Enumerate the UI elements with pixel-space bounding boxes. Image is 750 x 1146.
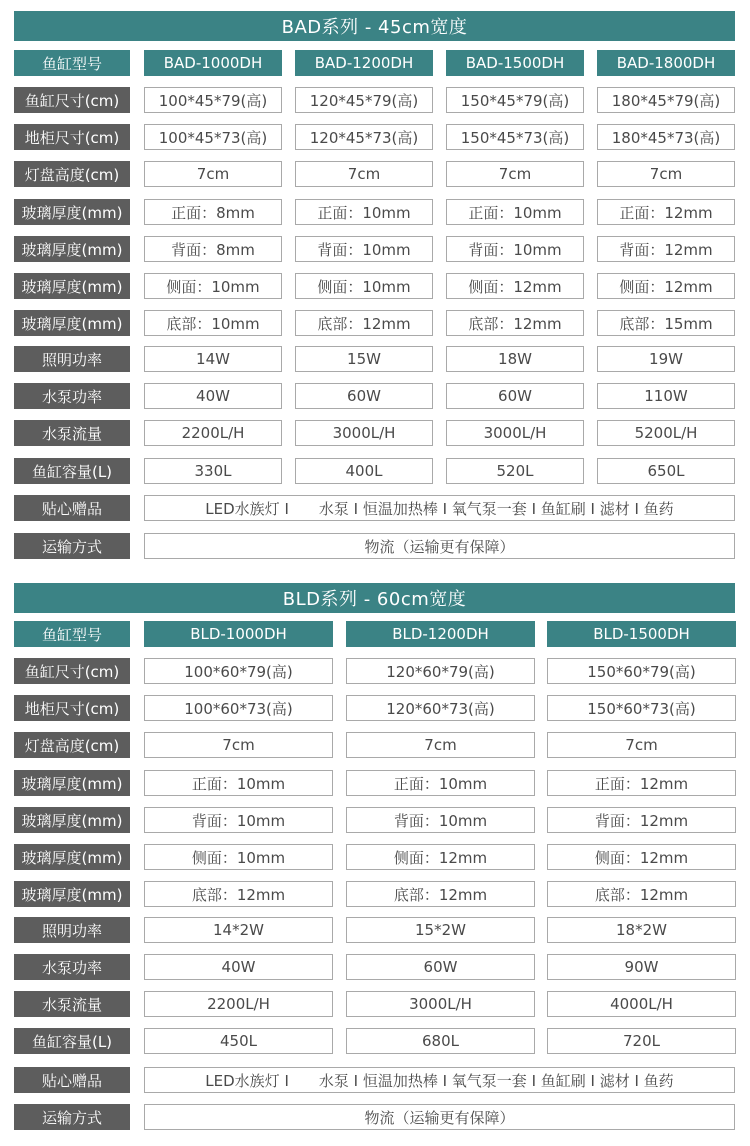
- table-cell: 60W: [446, 383, 584, 409]
- table-cell: 2200L/H: [144, 991, 333, 1017]
- table-cell: 7cm: [446, 161, 584, 187]
- table-row: [0, 199, 750, 225]
- row-label: 玻璃厚度(mm): [14, 236, 130, 262]
- row-label: 鱼缸容量(L): [14, 1028, 130, 1054]
- row-label: 运输方式: [14, 1104, 130, 1130]
- table-cell: 720L: [547, 1028, 736, 1054]
- table-cell: 120*60*79(高): [346, 658, 535, 684]
- table-cell: 680L: [346, 1028, 535, 1054]
- table-cell: 120*45*73(高): [295, 124, 433, 150]
- table-cell: 100*60*73(高): [144, 695, 333, 721]
- table-cell: 7cm: [295, 161, 433, 187]
- model-header: BLD-1500DH: [547, 621, 736, 647]
- model-header: BAD-1800DH: [597, 50, 735, 76]
- table-row: [0, 1028, 750, 1054]
- table-cell: 60W: [295, 383, 433, 409]
- table-cell: 90W: [547, 954, 736, 980]
- table-cell: 180*45*73(高): [597, 124, 735, 150]
- table-row: [0, 881, 750, 907]
- table-cell: 侧面：12mm: [547, 844, 736, 870]
- table-cell: 背面：8mm: [144, 236, 282, 262]
- table-row: [0, 124, 750, 150]
- table-cell: 7cm: [346, 732, 535, 758]
- table-cell: 14W: [144, 346, 282, 372]
- table-cell: 侧面：12mm: [346, 844, 535, 870]
- table-cell: 15W: [295, 346, 433, 372]
- table-cell: 150*60*73(高): [547, 695, 736, 721]
- table-cell: 背面：12mm: [597, 236, 735, 262]
- row-label: 鱼缸尺寸(cm): [14, 87, 130, 113]
- table-cell: 正面：10mm: [346, 770, 535, 796]
- table-cell: 7cm: [144, 161, 282, 187]
- table-cell: 100*45*73(高): [144, 124, 282, 150]
- row-label: 水泵流量: [14, 420, 130, 446]
- table-cell: 110W: [597, 383, 735, 409]
- table-cell: 3000L/H: [446, 420, 584, 446]
- table-cell: 330L: [144, 458, 282, 484]
- row-label: 水泵功率: [14, 383, 130, 409]
- table-row: [0, 807, 750, 833]
- table-cell: 400L: [295, 458, 433, 484]
- gifts-cell: LED水族灯 I 水泵 I 恒温加热棒 I 氧气泵一套 I 鱼缸刷 I 滤材 I 鱼药: [144, 1067, 735, 1093]
- table-row: [0, 420, 750, 446]
- table-row: [0, 458, 750, 484]
- table-row: [0, 695, 750, 721]
- table-cell: 侧面：10mm: [144, 273, 282, 299]
- table-cell: 60W: [346, 954, 535, 980]
- table-cell: 背面：10mm: [295, 236, 433, 262]
- row-label: 贴心赠品: [14, 1067, 130, 1093]
- table-cell: 150*45*79(高): [446, 87, 584, 113]
- model-header: BLD-1200DH: [346, 621, 535, 647]
- bad-model-row: [0, 50, 750, 76]
- table-cell: 侧面：12mm: [597, 273, 735, 299]
- table-row: [0, 954, 750, 980]
- shipping-row: [0, 533, 750, 559]
- table-cell: 正面：10mm: [295, 199, 433, 225]
- row-label: 玻璃厚度(mm): [14, 199, 130, 225]
- table-cell: 150*45*73(高): [446, 124, 584, 150]
- table-cell: 底部：15mm: [597, 310, 735, 336]
- table-row: [0, 991, 750, 1017]
- table-cell: 520L: [446, 458, 584, 484]
- table-cell: 4000L/H: [547, 991, 736, 1017]
- table-cell: 正面：10mm: [446, 199, 584, 225]
- table-cell: 7cm: [144, 732, 333, 758]
- table-cell: 150*60*79(高): [547, 658, 736, 684]
- model-header: BAD-1500DH: [446, 50, 584, 76]
- shipping-row: [0, 1104, 750, 1130]
- table-cell: 100*60*79(高): [144, 658, 333, 684]
- model-header: BAD-1000DH: [144, 50, 282, 76]
- gifts-row: [0, 1067, 750, 1093]
- table-cell: 120*60*73(高): [346, 695, 535, 721]
- table-cell: 19W: [597, 346, 735, 372]
- bld-model-row: [0, 621, 750, 647]
- model-header: BAD-1200DH: [295, 50, 433, 76]
- table-cell: 正面：8mm: [144, 199, 282, 225]
- row-label: 玻璃厚度(mm): [14, 844, 130, 870]
- row-label: 照明功率: [14, 917, 130, 943]
- bad-section-title: BAD系列 - 45cm宽度: [14, 11, 735, 41]
- row-label: 玻璃厚度(mm): [14, 881, 130, 907]
- table-row: [0, 658, 750, 684]
- table-cell: 正面：12mm: [597, 199, 735, 225]
- table-cell: 7cm: [597, 161, 735, 187]
- table-cell: 侧面：10mm: [144, 844, 333, 870]
- row-label: 贴心赠品: [14, 495, 130, 521]
- table-row: [0, 383, 750, 409]
- table-cell: 3000L/H: [295, 420, 433, 446]
- gifts-cell: LED水族灯 I 水泵 I 恒温加热棒 I 氧气泵一套 I 鱼缸刷 I 滤材 I 鱼药: [144, 495, 735, 521]
- table-row: [0, 346, 750, 372]
- row-label: 地柜尺寸(cm): [14, 124, 130, 150]
- table-cell: 40W: [144, 954, 333, 980]
- shipping-cell: 物流（运输更有保障）: [144, 533, 735, 559]
- row-label: 鱼缸尺寸(cm): [14, 658, 130, 684]
- table-row: [0, 236, 750, 262]
- row-label: 玻璃厚度(mm): [14, 807, 130, 833]
- bld-section-title: BLD系列 - 60cm宽度: [14, 583, 735, 613]
- table-row: [0, 770, 750, 796]
- table-cell: 背面：10mm: [144, 807, 333, 833]
- table-cell: 3000L/H: [346, 991, 535, 1017]
- table-row: [0, 273, 750, 299]
- row-label: 灯盘高度(cm): [14, 732, 130, 758]
- table-cell: 底部：12mm: [295, 310, 433, 336]
- table-cell: 侧面：12mm: [446, 273, 584, 299]
- table-row: [0, 732, 750, 758]
- gifts-row: [0, 495, 750, 521]
- table-cell: 7cm: [547, 732, 736, 758]
- row-label: 运输方式: [14, 533, 130, 559]
- table-row: [0, 87, 750, 113]
- table-cell: 18*2W: [547, 917, 736, 943]
- table-cell: 15*2W: [346, 917, 535, 943]
- table-cell: 底部：10mm: [144, 310, 282, 336]
- row-label: 水泵功率: [14, 954, 130, 980]
- table-cell: 450L: [144, 1028, 333, 1054]
- table-row: [0, 161, 750, 187]
- table-cell: 120*45*79(高): [295, 87, 433, 113]
- row-label: 鱼缸型号: [14, 621, 130, 647]
- row-label: 鱼缸容量(L): [14, 458, 130, 484]
- table-cell: 底部：12mm: [446, 310, 584, 336]
- table-cell: 5200L/H: [597, 420, 735, 446]
- table-cell: 100*45*79(高): [144, 87, 282, 113]
- table-cell: 底部：12mm: [144, 881, 333, 907]
- table-cell: 14*2W: [144, 917, 333, 943]
- table-cell: 650L: [597, 458, 735, 484]
- row-label: 鱼缸型号: [14, 50, 130, 76]
- table-cell: 底部：12mm: [547, 881, 736, 907]
- table-cell: 侧面：10mm: [295, 273, 433, 299]
- table-cell: 背面：10mm: [446, 236, 584, 262]
- shipping-cell: 物流（运输更有保障）: [144, 1104, 735, 1130]
- table-cell: 正面：10mm: [144, 770, 333, 796]
- table-row: [0, 310, 750, 336]
- table-cell: 底部：12mm: [346, 881, 535, 907]
- table-cell: 背面：12mm: [547, 807, 736, 833]
- row-label: 地柜尺寸(cm): [14, 695, 130, 721]
- row-label: 水泵流量: [14, 991, 130, 1017]
- model-header: BLD-1000DH: [144, 621, 333, 647]
- table-cell: 18W: [446, 346, 584, 372]
- row-label: 灯盘高度(cm): [14, 161, 130, 187]
- row-label: 玻璃厚度(mm): [14, 770, 130, 796]
- table-cell: 背面：10mm: [346, 807, 535, 833]
- row-label: 玻璃厚度(mm): [14, 310, 130, 336]
- row-label: 照明功率: [14, 346, 130, 372]
- table-cell: 180*45*79(高): [597, 87, 735, 113]
- table-cell: 40W: [144, 383, 282, 409]
- table-row: [0, 917, 750, 943]
- row-label: 玻璃厚度(mm): [14, 273, 130, 299]
- table-cell: 2200L/H: [144, 420, 282, 446]
- table-row: [0, 844, 750, 870]
- table-cell: 正面：12mm: [547, 770, 736, 796]
